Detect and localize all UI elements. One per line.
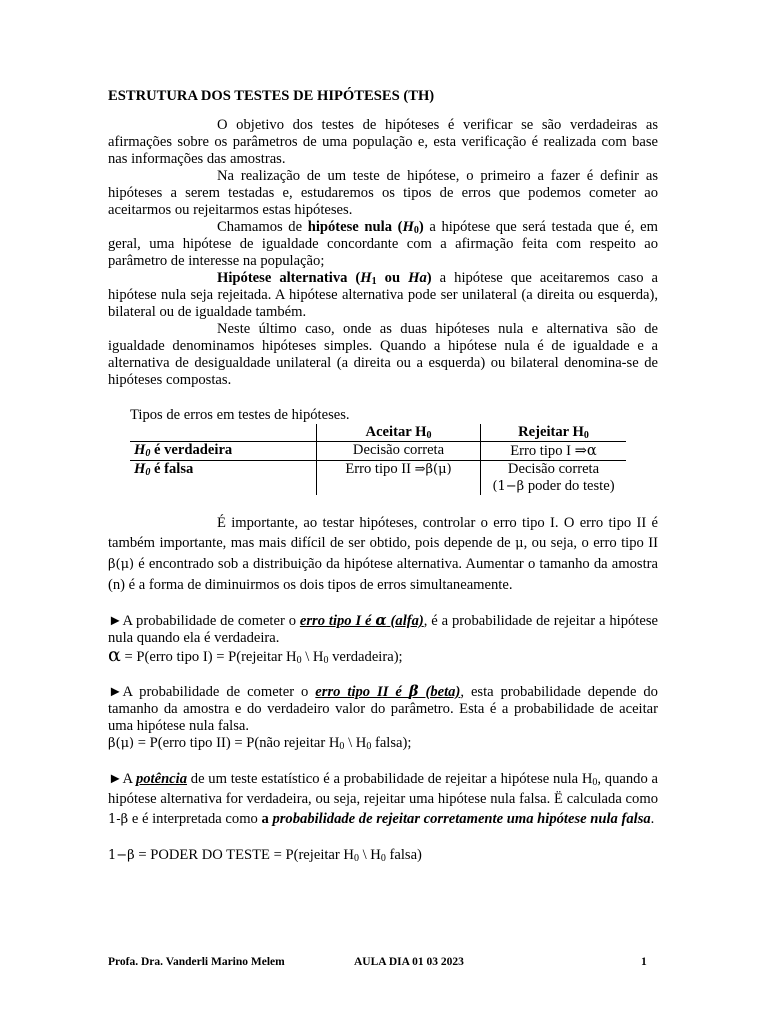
text: hipótese nula (: [307, 219, 403, 235]
error-types-table: [130, 424, 626, 495]
paragraph-null-hypothesis: [108, 219, 658, 270]
text: \ H: [301, 649, 324, 665]
beta-mu-symbol: β(μ): [108, 557, 135, 572]
text: ou: [376, 270, 409, 286]
footer-lesson-date: AULA DIA 01 03 2023: [354, 956, 464, 968]
subscript: 0: [339, 741, 345, 752]
text: H: [360, 270, 372, 286]
footer-page-number: 1: [641, 956, 647, 968]
text: potência: [135, 771, 188, 787]
text: é verdadeira: [150, 442, 233, 458]
paragraph-importance: [108, 513, 658, 595]
text: Hipótese alternativa (: [217, 270, 361, 286]
text: probabilidade de rejeitar corretamente uma hipótese nula falsa: [272, 811, 651, 827]
text: = P(erro tipo II) = P(não rejeitar H: [134, 735, 340, 751]
alpha-symbol: α: [375, 612, 387, 629]
text: ): [418, 219, 424, 235]
paragraph-objective: O objetivo dos testes de hipóteses é verificar se são verdadeiras as afirmações sobre os parâmetros de uma população e, esta verificação é realizada com base nas informações das amostras.: [108, 117, 658, 167]
text: falsa);: [371, 735, 412, 751]
text: de um teste estatístico é a probabilidade de rejeitar a hipótese nula H: [187, 771, 593, 787]
text: ►A probabilidade de cometer o: [108, 613, 300, 629]
table-caption: Tipos de erros em testes de hipóteses.: [130, 407, 350, 423]
cell-type-one-error: [481, 442, 627, 461]
header-reject-h0: [481, 424, 627, 442]
row-label-h0-true: $H_0$ é verdadeira: [130, 442, 317, 461]
subscript: 0: [413, 225, 419, 236]
subscript: 1: [371, 276, 377, 287]
header-accept-h0: [317, 424, 481, 442]
text: Ha: [408, 270, 427, 286]
subscript: 0: [145, 448, 151, 459]
text: .: [650, 811, 655, 827]
text: \ H: [358, 847, 381, 863]
text: H: [402, 219, 414, 235]
paragraph-alternative-hypothesis: [108, 270, 658, 321]
subscript: 0: [426, 430, 432, 441]
text: = P(erro tipo I) = P(rejeitar H: [120, 649, 297, 665]
text: \ H: [344, 735, 367, 751]
text: ►A: [108, 771, 136, 787]
table-row: [130, 442, 626, 461]
text: , é a probabilidade de rejeitar a hipótese nula quando ela é verdadeira.: [108, 613, 658, 646]
table-corner-cell: [130, 424, 317, 442]
table-header-row: [130, 424, 626, 442]
text: Chamamos de: [217, 219, 308, 235]
cell-correct-decision-power: [481, 461, 627, 496]
text: a hipótese que aceitaremos caso a hipótese nula seja rejeitada. A hipótese alternativa pode ser unilateral (a direita ou esquerda), bilateral ou de igualdade também.: [108, 270, 658, 320]
paragraph-simple-composite: Neste último caso, onde as duas hipóteses nula e alternativa são de igualdade denominamos hipóteses simples. Quando a hipótese nula é de igualdade e a alternativa de desigualdade unilateral (a direita ou a esquerda) ou bilateral denomina-se de hipóteses compostas.: [108, 321, 658, 388]
text: Erro tipo I: [510, 443, 575, 459]
paragraph-type-two-error: [108, 683, 658, 735]
subscript: 0: [366, 741, 372, 752]
text: = PODER DO TESTE = P(rejeitar H: [134, 847, 354, 863]
footer-author: Profa. Dra. Vanderli Marino Melem: [108, 956, 285, 968]
text: e é interpretada como: [128, 811, 262, 827]
one-minus-beta-symbol: (1−β: [492, 479, 525, 494]
subscript: 0: [353, 853, 359, 864]
text: poder do teste): [524, 478, 615, 494]
text: Aceitar H: [365, 424, 427, 440]
one-minus-beta-symbol: 1-β: [108, 812, 129, 827]
text: (beta): [418, 684, 461, 700]
subscript: 0: [323, 655, 329, 666]
subscript: 0: [592, 777, 598, 788]
subscript: 0: [380, 853, 386, 864]
text: , esta probabilidade depende do tamanho da amostra e do verdadeiro valor do parâmetro. Esta é a probabilidade de aceitar uma hipótese nula falsa.: [108, 684, 658, 734]
formula-alpha: [108, 644, 658, 666]
alpha-symbol: α: [108, 644, 121, 666]
text: ): [426, 270, 432, 286]
text: falsa): [385, 847, 422, 863]
cell-type-two-error: [317, 461, 481, 496]
alpha-symbol: ⇒α: [574, 442, 597, 459]
text: Decisão correta: [507, 461, 600, 477]
table-row: [130, 461, 626, 496]
one-minus-beta-symbol: 1−β: [108, 848, 135, 863]
text: Rejeitar H: [518, 424, 584, 440]
text: , ou seja, o erro tipo II: [523, 535, 658, 551]
paragraph-type-one-error: [108, 612, 658, 647]
document-title: ESTRUTURA DOS TESTES DE HIPÓTESES (TH): [108, 88, 435, 104]
beta-mu-symbol: ⇒β(μ): [414, 462, 452, 477]
paragraph-power: [108, 769, 658, 830]
text: erro tipo I é: [299, 613, 376, 629]
formula-beta: [108, 735, 658, 752]
content: [108, 88, 658, 864]
text: a hipótese que será testada que é, em geral, uma hipótese de igualdade concordante com a afirmação feita com respeito ao parâmetro de interesse na população;: [108, 219, 658, 269]
paragraph-definition: Na realização de um teste de hipótese, o primeiro a fazer é definir as hipóteses a serem testadas e, estudaremos os tipos de erros que podemos cometer ao aceitarmos ou rejeitarmos estas hipóteses.: [108, 168, 658, 218]
text: erro tipo II é: [315, 684, 409, 700]
subscript: 0: [145, 467, 151, 478]
emphasis: [315, 684, 460, 700]
subscript: 0: [296, 655, 302, 666]
text: , quando a hipótese alternativa for verdadeira, ou seja, rejeitar uma hipótese nula falsa. Ë calculada como: [108, 771, 659, 807]
emphasis: [300, 613, 424, 629]
text: ►A probabilidade de cometer o: [108, 684, 316, 700]
mu-symbol: μ: [515, 536, 524, 551]
text: Erro tipo II: [345, 461, 415, 477]
text: a: [261, 811, 273, 827]
text: verdadeira);: [328, 649, 403, 665]
text: é falsa: [150, 461, 194, 477]
beta-symbol: β: [408, 683, 419, 700]
row-label-h0-false: $H_0$ é falsa: [134, 461, 194, 478]
subscript: 0: [583, 430, 589, 441]
beta-mu-symbol: β(μ): [108, 736, 135, 751]
text: é encontrado sob a distribuição da hipótese alternativa. Aumentar o tamanho da amostra (n) é a forma de diminuirmos os dois tipos de erros simultaneamente.: [108, 556, 658, 593]
cell-correct-decision: Decisão correta: [317, 442, 481, 461]
text: É importante, ao testar hipóteses, controlar o erro tipo I. O erro tipo II é também importante, mas mais difícil de ser obtido, pois depende de: [108, 515, 658, 551]
formula-power: [108, 847, 658, 864]
text: (alfa): [386, 613, 424, 629]
